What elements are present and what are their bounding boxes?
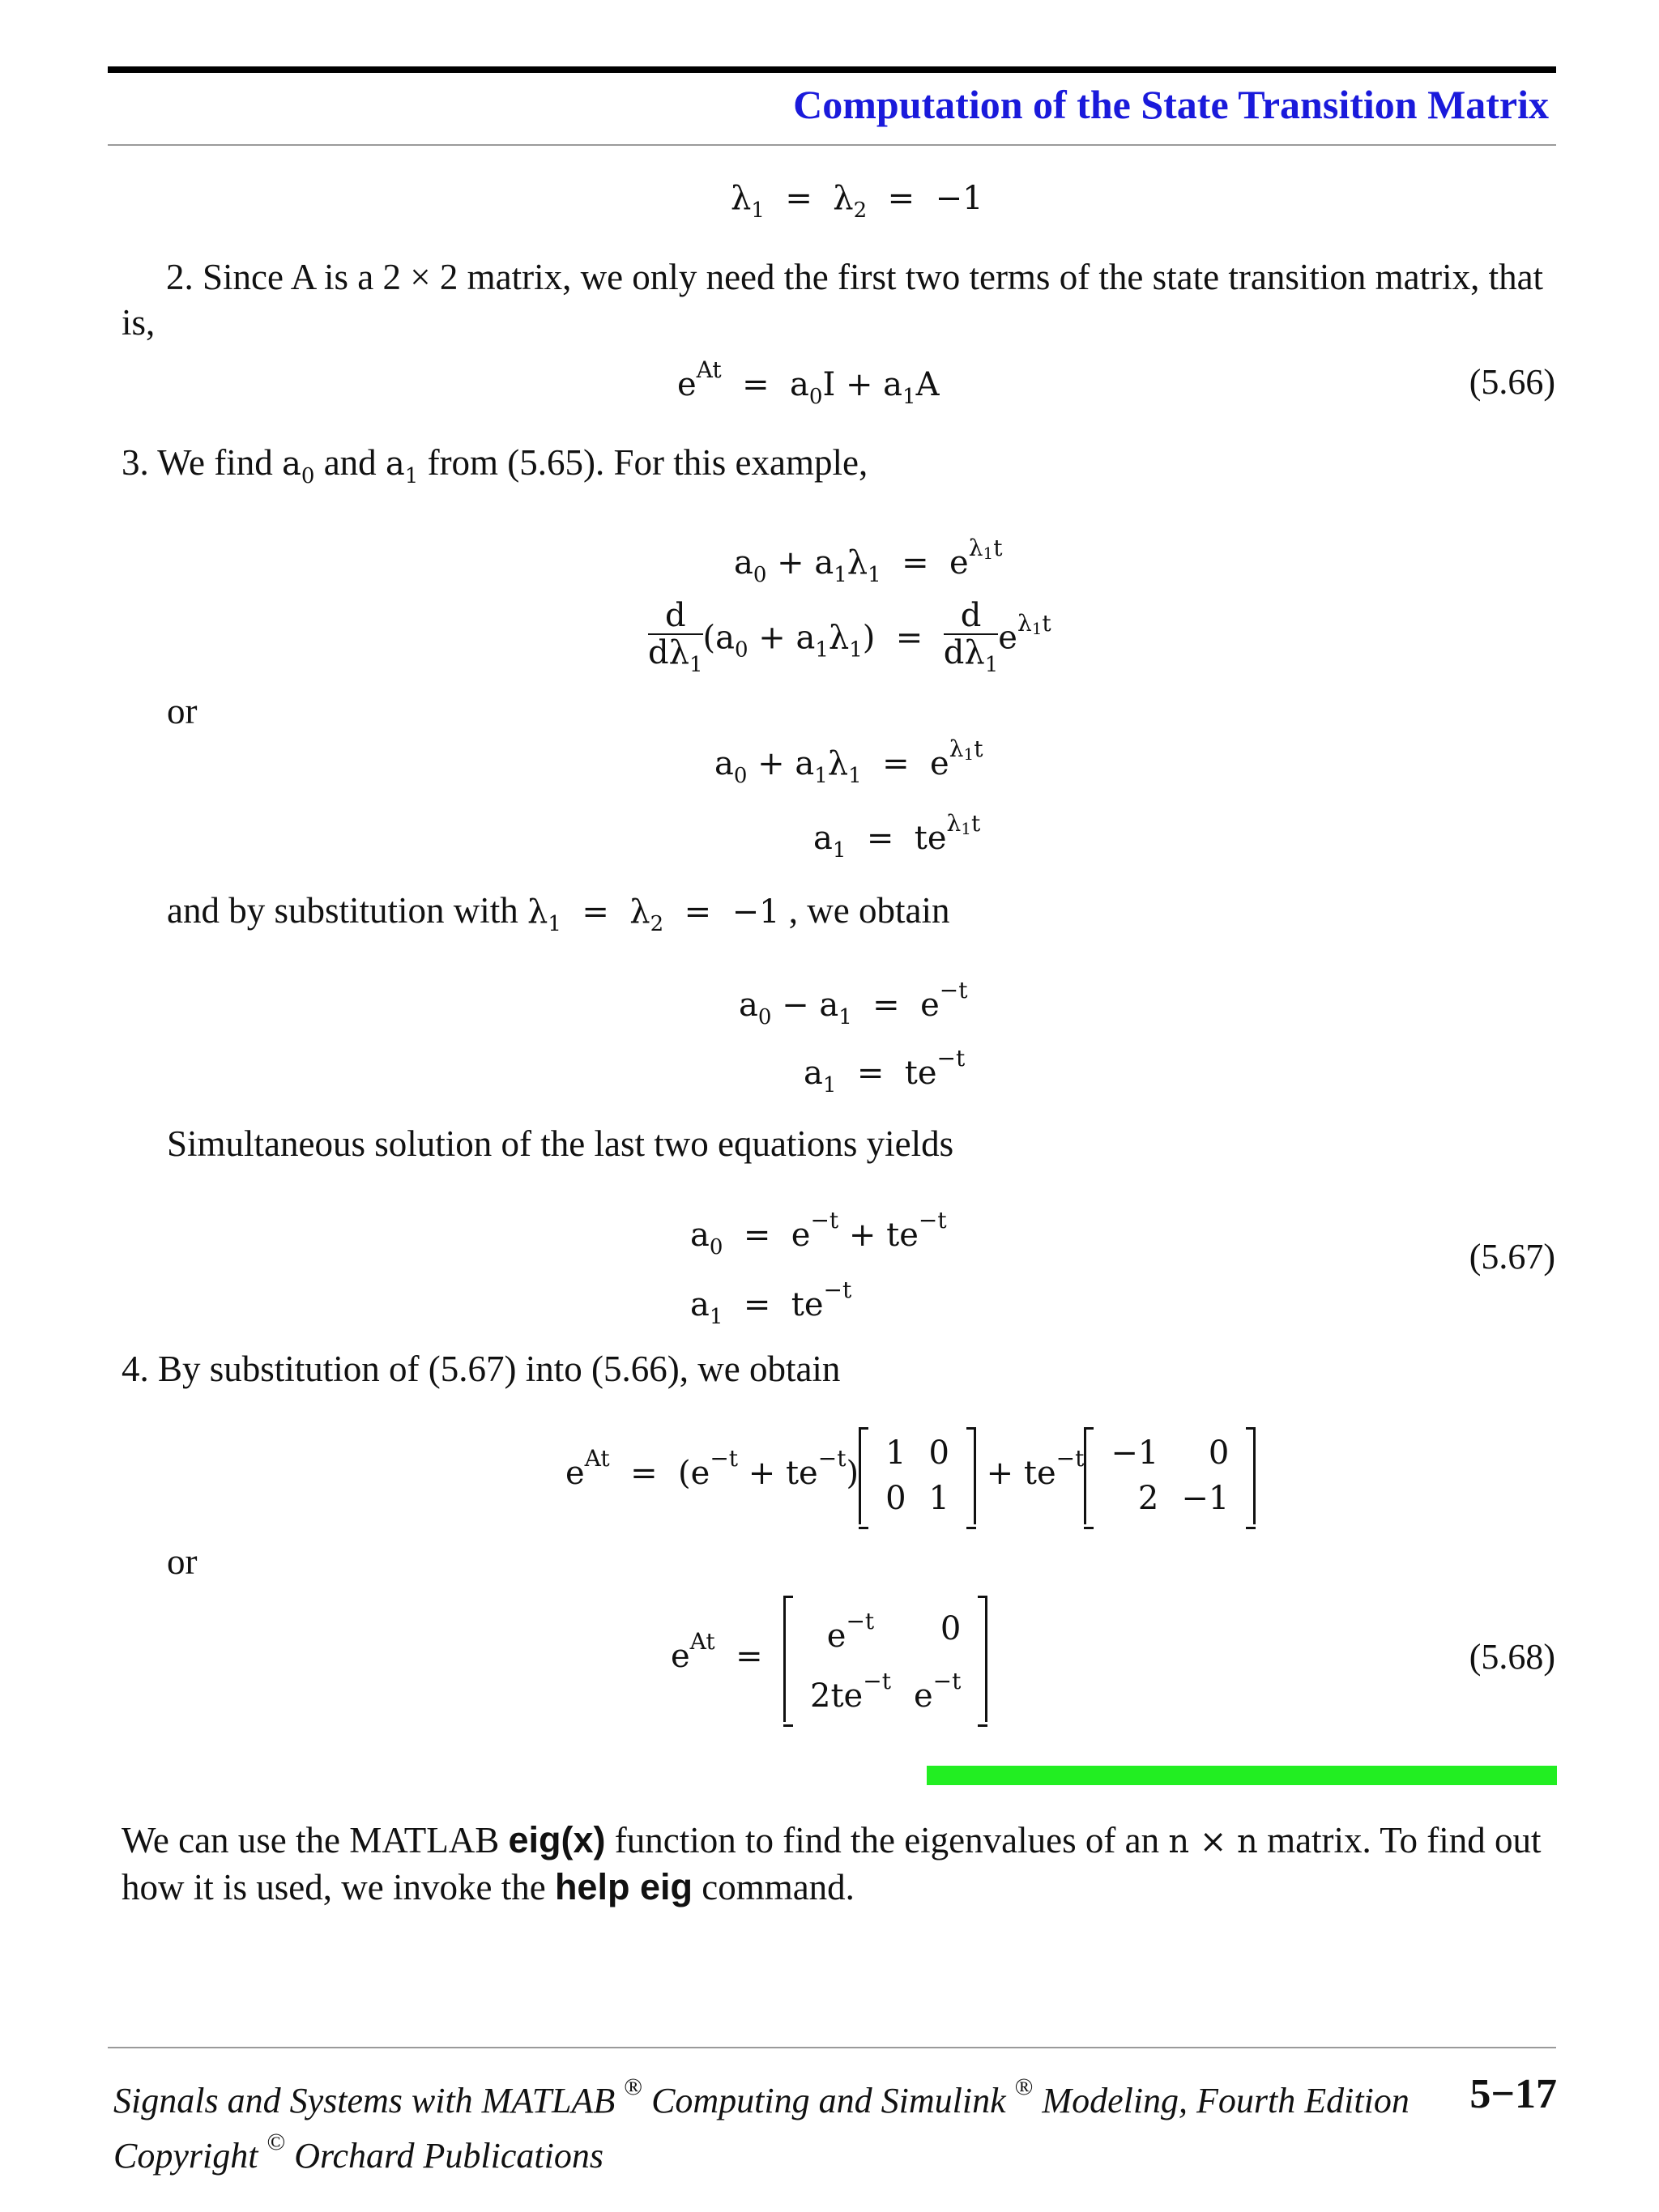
eq-solution-a0: $a_0 = e^{-t} + te^{-t}$ <box>690 1207 947 1259</box>
eq-final-matrix: $e^{At}$ = $e^{-t}$ 0 $2te^{-t}$ $e^{-t}$ <box>671 1596 987 1722</box>
or-label-1: or <box>167 691 198 731</box>
step-4-text: 4. By substitution of (5.67) into (5.66), we obtain <box>122 1349 841 1389</box>
or-label-2: or <box>167 1541 198 1582</box>
end-of-example-bar <box>927 1766 1557 1785</box>
page-header-title: Computation of the State Transition Matrix <box>793 82 1549 127</box>
header-rule-thick <box>108 66 1556 73</box>
eq-solution-a1: $a_1 = te^{-t}$ <box>690 1276 852 1329</box>
eq-state-transition-form: $e^{At} = a_0I + a_1A$ <box>677 356 940 409</box>
eq-number-5-67: (5.67) <box>1469 1237 1555 1276</box>
eq-3a: $a_0 + a_1\lambda_1 = e^{\lambda_1t}$ <box>734 535 1003 587</box>
substitution-text: and by substitution with $\lambda_1 = \lambda_2 = -1$ , we obtain <box>167 890 950 936</box>
footer-rule <box>108 2047 1556 2048</box>
eq-number-5-68: (5.68) <box>1469 1637 1555 1677</box>
eq-eigenvalues: $\lambda_1 = \lambda_2 = -1$ <box>731 180 983 223</box>
simultaneous-text: Simultaneous solution of the last two equations yields <box>167 1123 954 1164</box>
eq-4-expansion: $e^{At} = (e^{-t} + te^{-t})$ 1 0 0 1 + $te^{-t}$ −1 0 2 −1 <box>565 1427 1256 1524</box>
step-2-text: 2. Since A is a 2 × 2 matrix, we only need the first two terms of the state transition matrix, that is, <box>122 257 1544 343</box>
matlab-paragraph: We can use the MATLAB eig(x) function to find the eigenvalues of an n × n matrix. To find out how it is used, we invoke the help eig command. <box>122 1819 1542 1907</box>
eq-3d: $a_1 = te^{\lambda_1t}$ <box>813 810 981 863</box>
eq-3c: $a_0 + a_1\lambda_1 = e^{\lambda_1t}$ <box>714 735 983 788</box>
footer-copyright: Copyright © Orchard Publications <box>113 2129 603 2176</box>
eq-3b-derivative: $\frac{d}{d\lambda_1}$ $(a_0 + a_1\lambda_1)$ = $\frac{d}{d\lambda_1}$ $e^{\lambda_1t}$ <box>648 597 1051 677</box>
header-rule-thin <box>108 144 1556 146</box>
step-3-text: 3. We find $a_0$ and $a_1$ from (5.65). For this example, <box>122 442 868 488</box>
eq-number-5-66: (5.66) <box>1469 362 1555 402</box>
eq-sub-b: $a_1 = te^{-t}$ <box>804 1045 966 1097</box>
page-number: 5−17 <box>1469 2071 1557 2117</box>
eq-sub-a: $a_0 - a_1 = e^{-t}$ <box>739 977 968 1029</box>
footer-book-title: Signals and Systems with MATLAB ® Computing and Simulink ® Modeling, Fourth Edition <box>113 2073 1410 2120</box>
